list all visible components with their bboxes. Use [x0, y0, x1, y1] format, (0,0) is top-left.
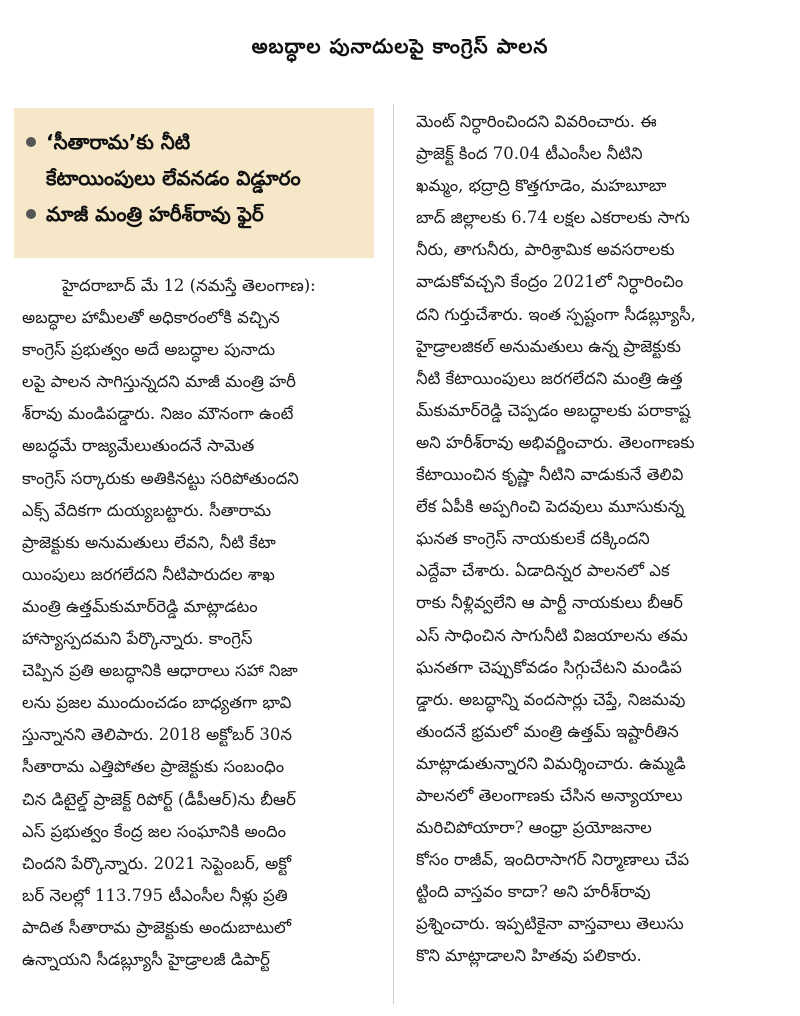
body-text-line: బర్ నెలల్లో 113.795 టీఎంసీల నీళ్లు ప్రతి: [22, 885, 288, 905]
body-text-line: కాంగ్రెస్ ప్రభుత్వం అదే అబద్ధాల పునాదు: [22, 340, 276, 360]
body-text-line: కొని మాట్లాడాలని హితవు పలికారు.: [416, 946, 642, 966]
body-text-line: ఉన్నాయని సీడబ్ల్యూసీ హైడ్రాలజీ డిపార్ట్: [22, 949, 270, 969]
body-text-line: శ్‌రావు మండిపడ్డారు. నిజం మౌనంగా ఉంటే: [22, 404, 294, 424]
body-text-line: మాట్లాడుతున్నారని విమర్శించారు. ఉమ్మడి: [416, 753, 686, 773]
bullet-icon: [26, 209, 36, 219]
body-text-line: పాలనలో తెలంగాణకు చేసిన అన్యాయాలు: [416, 785, 683, 805]
highlights-box: [14, 108, 374, 258]
body-text-line: దని గుర్తుచేశారు. ఇంత స్పష్టంగా సీడబ్ల్యూసీ,: [416, 304, 696, 324]
body-text-line: నీరు, తాగునీరు, పారిశ్రామిక అవసరాలకు: [416, 240, 675, 260]
body-text-line: ఘనత కాంగ్రెస్ నాయకులకే దక్కిందని: [416, 529, 650, 549]
body-text-line: ఘనతగా చెప్పుకోవడం సిగ్గుచేటని మండిప: [416, 657, 682, 677]
body-text-line: మంత్రి ఉత్తమ్‌కుమార్‌రెడ్డి మాట్లాడటం: [22, 596, 258, 616]
article-body-left-column: [22, 270, 374, 1010]
body-text-line: అబద్ధమే రాజ్యమేలుతుందనే సామెత: [22, 436, 255, 456]
body-text-line: కేటాయించిన కృష్ణా నీటిని వాడుకునే తెలివి: [416, 465, 684, 485]
body-text-line: నీటి కేటాయింపులు జరగలేదని మంత్రి ఉత్త: [416, 368, 683, 388]
body-text-line: ఎక్స్ వేదికగా దుయ్యబట్టారు. సీతారామ: [22, 500, 272, 520]
body-text-line: యింపులు జరగలేదని నీటిపారుదల శాఖ: [22, 564, 275, 584]
bullet-icon: [26, 137, 36, 147]
highlight-line: ‘సీతారామ’కు నీటి: [46, 130, 191, 154]
body-text-line: కాంగ్రెస్ సర్కారుకు అతికినట్టు సరిపోతుందని: [22, 468, 299, 488]
body-text-line: బాద్ జిల్లాలకు 6.74 లక్షల ఎకరాలకు సాగు: [416, 208, 690, 228]
highlight-line: కేటాయింపులు లేవనడం విడ్డూరం: [46, 166, 301, 190]
body-text-line: వాడుకోవచ్చని కేంద్రం 2021లో నిర్ధారించిం: [416, 272, 684, 292]
body-text-line: మెంట్ నిర్ధారించిందని వివరించారు. ఈ: [416, 112, 657, 131]
body-text-line: అబద్ధాల హామీలతో అధికారంలోకి వచ్చిన: [22, 308, 280, 328]
body-text-line: ఖమ్మం, భద్రాద్రి కొత్తగూడెం, మహబూబా: [416, 176, 667, 196]
body-text-line: కోసం రాజీవ్, ఇందిరాసాగర్ నిర్మాణాలు చేప: [416, 850, 690, 870]
body-text-line: స్తున్నానని తెలిపారు. 2018 అక్టోబర్ 30న: [22, 725, 292, 745]
body-text-line: రాకు నీళ్లివ్వలేని ఆ పార్టీ నాయకులు బీఆర్: [416, 593, 683, 613]
column-divider: [393, 104, 394, 1004]
highlight-item: [24, 124, 366, 196]
body-text-line: చిన డిటైల్డ్ ప్రాజెక్ట్ రిపోర్ట్ (డీపీఆర్)ను బీఆర్: [22, 789, 296, 809]
highlight-text-1: [46, 124, 301, 196]
body-text-line: ప్రశ్నించారు. ఇప్పటికైనా వాస్తవాలు తెలుసు: [416, 914, 684, 934]
body-text-line: డ్డారు. అబద్ధాన్ని వందసార్లు చెప్తే, నిజమవు: [416, 689, 686, 709]
body-text-line: తుందనే భ్రమలో మంత్రి ఉత్తమ్ ఇష్టారీతిన: [416, 721, 679, 741]
body-text-line: ప్రాజెక్ట్ కింద 70.04 టీఎంసీల నీటిని: [416, 144, 643, 164]
body-text-line: మ్‌కుమార్‌రెడ్డి చెప్పడం అబద్ధాలకు పరాకాష్ట: [416, 400, 691, 420]
article-headline: అబద్ధాల పునాదులపై కాంగ్రెస్ పాలన: [251, 33, 549, 58]
body-text-line: ప్రాజెక్టుకు అనుమతులు లేవని, నీటి కేటా: [22, 532, 276, 552]
highlight-text-2: మాజీ మంత్రి హరీశ్‌రావు ఫైర్: [46, 202, 264, 226]
body-text-line: హైదరాబాద్ మే 12 (నమస్తే తెలంగాణ):: [62, 276, 316, 295]
body-text-line: ఎద్దేవా చేశారు. ఏడాదిన్నర పాలనలో ఎక: [416, 561, 670, 581]
body-text-line: లేక ఏపీకి అప్పగించి పెదవులు మూసుకున్న: [416, 497, 685, 517]
body-text-line: హైడ్రాలజికల్ అనుమతులు ఉన్న ప్రాజెక్టుకు: [416, 336, 681, 356]
body-text-line: ఎస్ ప్రభుత్వం కేంద్ర జల సంఘానికి అందిం: [22, 821, 287, 841]
body-text-line: పాదిత సీతారామ ప్రాజెక్టుకు అందుబాటులో: [22, 917, 292, 937]
highlight-item: [24, 196, 366, 232]
body-text-line: అని హరీశ్‌రావు అభివర్ణించారు. తెలంగాణకు: [416, 432, 695, 452]
article-body-right-column: [416, 106, 776, 1010]
body-text-line: మరిచిపోయారా? ఆంధ్రా ప్రయోజనాల: [416, 818, 652, 838]
body-text-line: లను ప్రజల ముందుంచడం బాధ్యతగా భావి: [22, 693, 292, 713]
body-text-line: ఎస్ సాధించిన సాగునీటి విజయాలను తమ: [416, 625, 688, 645]
body-text-line: హాస్యాస్పదమని పేర్కొన్నారు. కాంగ్రెస్: [22, 629, 253, 649]
body-text-line: ట్టింది వాస్తవం కాదా? అని హరీశ్‌రావు: [416, 882, 651, 902]
body-text-line: లపై పాలన సాగిస్తున్నదని మాజీ మంత్రి హరీ: [22, 372, 296, 392]
body-text-line: చిందని పేర్కొన్నారు. 2021 సెప్టెంబర్, అక్టో: [22, 853, 292, 873]
body-text-line: సీతారామ ఎత్తిపోతల ప్రాజెక్టుకు సంబంధిం: [22, 757, 285, 777]
body-text-line: చెప్పిన ప్రతి అబద్ధానికి ఆధారాలు సహా నిజా: [22, 661, 298, 681]
